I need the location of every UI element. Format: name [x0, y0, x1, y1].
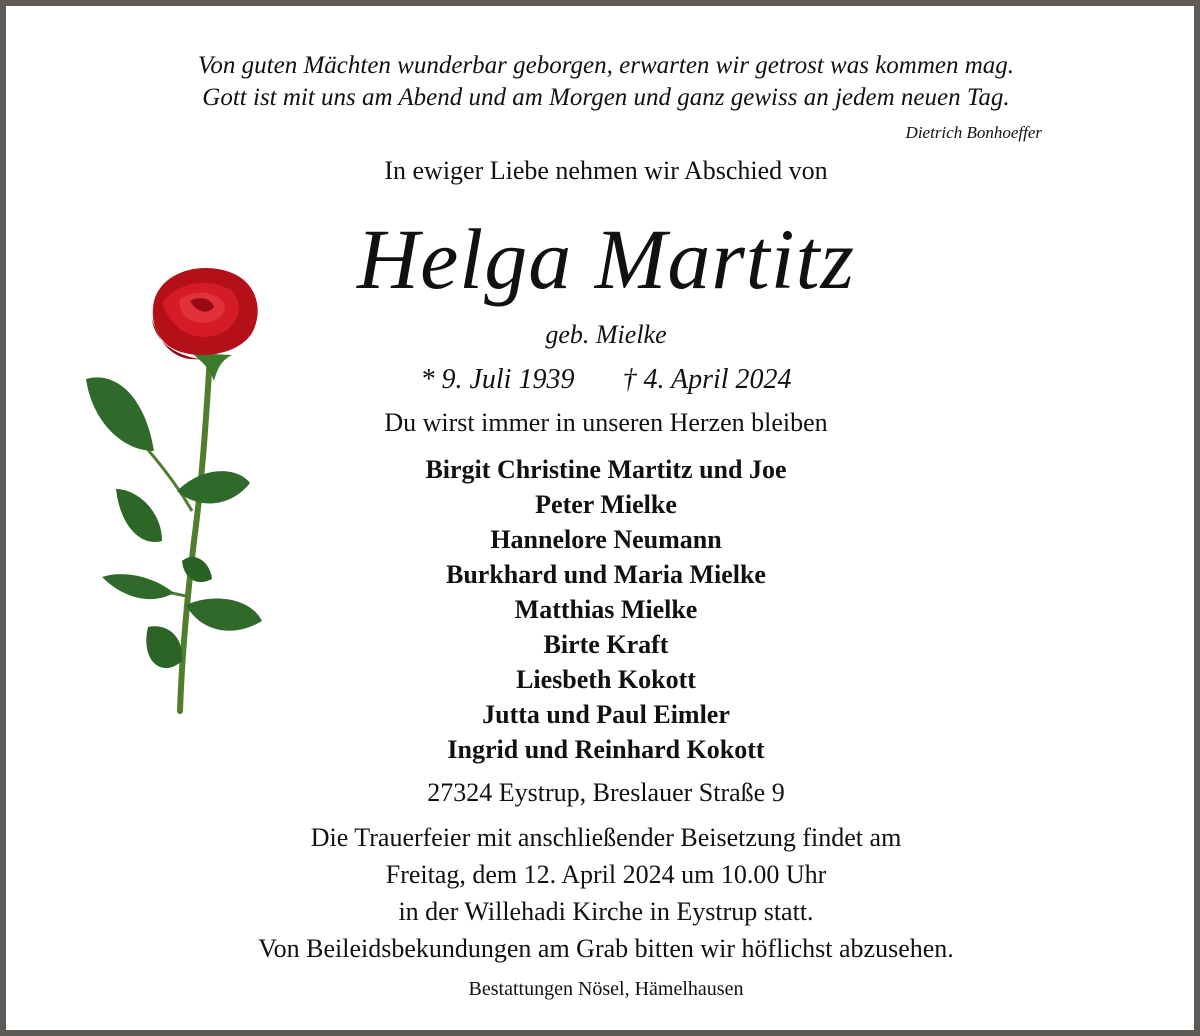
mourner: Birgit Christine Martitz und Joe	[425, 455, 787, 484]
death-date: † 4. April 2024	[622, 364, 792, 395]
quote-author: Dietrich Bonhoeffer	[905, 123, 1042, 142]
service-info	[6, 819, 1200, 930]
birth-date: * 9. Juli 1939	[420, 364, 575, 395]
funeral-home: Bestattungen Nösel, Hämelhausen	[468, 978, 744, 1000]
service-line: Freitag, dem 12. April 2024 um 10.00 Uhr	[385, 860, 827, 889]
motto: Du wirst immer in unseren Herzen bleiben	[384, 408, 828, 437]
mourner: Peter Mielke	[535, 490, 677, 519]
maiden-name: geb. Mielke	[545, 320, 667, 349]
deceased-name: Helga Martitz	[357, 211, 855, 307]
quote-line-1: Von guten Mächten wunderbar geborgen, erwarten wir getrost was kommen mag.	[197, 52, 1015, 79]
mourner: Hannelore Neumann	[490, 525, 722, 554]
mourner: Birte Kraft	[543, 630, 669, 659]
mourner: Matthias Mielke	[514, 595, 698, 624]
intro-text: In ewiger Liebe nehmen wir Abschied von	[384, 156, 828, 185]
mourner: Liesbeth Kokott	[516, 665, 696, 694]
mourner: Ingrid und Reinhard Kokott	[447, 735, 765, 764]
mourner: Jutta und Paul Eimler	[482, 700, 730, 729]
service-line: Die Trauerfeier mit anschließender Beisetzung findet am	[310, 823, 902, 852]
condolence-note: Von Beileidsbekundungen am Grab bitten wir höflichst abzusehen.	[258, 934, 954, 963]
quote-line-2: Gott ist mit uns am Abend und am Morgen und ganz gewiss an jedem neuen Tag.	[202, 84, 1010, 111]
mourner: Burkhard und Maria Mielke	[446, 560, 766, 589]
family-address: 27324 Eystrup, Breslauer Straße 9	[427, 778, 785, 807]
red-rose-icon	[82, 261, 272, 716]
service-line: in der Willehadi Kirche in Eystrup statt.	[398, 897, 814, 926]
